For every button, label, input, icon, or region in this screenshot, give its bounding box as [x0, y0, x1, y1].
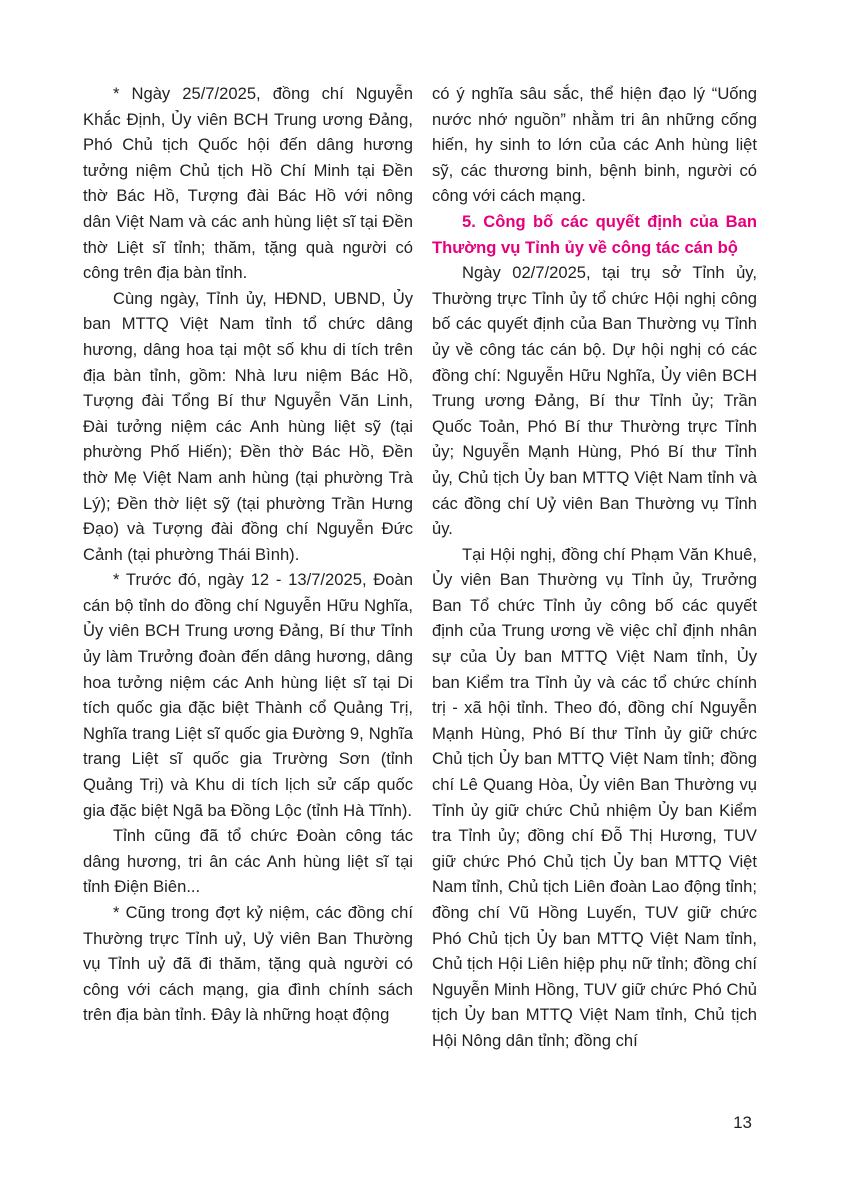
paragraph: Tại Hội nghị, đồng chí Phạm Văn Khuê, Ủy viên Ban Thường vụ Tỉnh ủy, Trưởng Ban Tổ chức Tỉnh ủy công bố các quyết định của Trung ương về việc chỉ định nhân sự của Ủy ban MTTQ Việt Nam tỉnh, Ủy ban Kiểm tra Tỉnh ủy và các tổ chức chính trị - xã hội tỉnh. Theo đó, đồng chí Nguyễn Mạnh Hùng, Phó Bí thư Tỉnh ủy giữ chức Chủ tịch Ủy ban MTTQ Việt Nam tỉnh; đồng chí Lê Quang Hòa, Ủy viên Ban Thường vụ Tỉnh ủy giữ chức Chủ nhiệm Ủy ban Kiểm tra Tỉnh ủy; đồng chí Đỗ Thị Hương, TUV giữ chức Phó Chủ tịch Ủy ban MTTQ Việt Nam tỉnh, Chủ tịch Liên đoàn Lao động tỉnh; đồng chí Vũ Hồng Luyến, TUV giữ chức Phó Chủ tịch Ủy ban MTTQ Việt Nam tỉnh, Chủ tịch Hội Liên hiệp phụ nữ tỉnh; đồng chí Nguyễn Minh Hồng, TUV giữ chức Phó Chủ tịch Ủy ban MTTQ Việt Nam tỉnh, Chủ tịch Hội Nông dân tỉnh; đồng chí: [432, 544, 757, 1050]
section-heading: 5. Công bố các quyết định của Ban Thường vụ Tỉnh ủy về công tác cán bộ: [432, 211, 757, 257]
left-column: [83, 81, 413, 1028]
paragraph: * Trước đó, ngày 12 - 13/7/2025, Đoàn cán bộ tỉnh do đồng chí Nguyễn Hữu Nghĩa, Ủy viên BCH Trung ương Đảng, Bí thư Tỉnh ủy làm Trưởng đoàn đến dâng hương, dâng hoa tưởng niệm các Anh hùng liệt sĩ tại Di tích quốc gia đặc biệt Thành cổ Quảng Trị, Nghĩa trang Liệt sĩ quốc gia Đường 9, Nghĩa trang Liệt sĩ quốc gia Trường Sơn (tỉnh Quảng Trị) và Khu di tích lịch sử cấp quốc gia đặc biệt Ngã ba Đồng Lộc (tỉnh Hà Tĩnh).: [83, 570, 413, 820]
paragraph: Ngày 02/7/2025, tại trụ sở Tỉnh ủy, Thường trực Tỉnh ủy tổ chức Hội nghị công bố các quyết định của Ban Thường vụ Tỉnh ủy về công tác cán bộ. Dự hội nghị có các đồng chí: Nguyễn Hữu Nghĩa, Ủy viên BCH Trung ương Đảng, Bí thư Tỉnh ủy; Trần Quốc Toản, Phó Bí thư Thường trực Tỉnh ủy; Nguyễn Mạnh Hùng, Phó Bí thư Tỉnh ủy, Chủ tịch Ủy ban MTTQ Việt Nam tỉnh và các đồng chí Uỷ viên Ban Thường vụ Tỉnh ủy.: [432, 263, 757, 539]
continued-paragraph: có ý nghĩa sâu sắc, thể hiện đạo lý “Uống nước nhớ nguồn” nhằm tri ân những cống hiến, hy sinh to lớn của các Anh hùng liệt sỹ, các thương binh, bệnh binh, người có công với cách mạng.: [432, 84, 757, 206]
paragraph: Tỉnh cũng đã tổ chức Đoàn công tác dâng hương, tri ân các Anh hùng liệt sĩ tại tỉnh Điện Biên...: [83, 826, 413, 897]
paragraph: * Ngày 25/7/2025, đồng chí Nguyễn Khắc Định, Ủy viên BCH Trung ương Đảng, Phó Chủ tịch Quốc hội đến dâng hương tưởng niệm Chủ tịch Hồ Chí Minh tại Đền thờ Bác Hồ, Tượng đài Bác Hồ với nông dân Việt Nam và các anh hùng liệt sĩ tại Đền thờ Liệt sĩ tỉnh; thăm, tặng quà người có công trên địa bàn tỉnh.: [83, 84, 413, 283]
right-column: [432, 81, 757, 1054]
paragraph: * Cũng trong đợt kỷ niệm, các đồng chí Thường trực Tỉnh uỷ, Uỷ viên Ban Thường vụ Tỉnh uỷ đã đi thăm, tặng quà người có công với cách mạng, gia đình chính sách trên địa bàn tỉnh. Đây là những hoạt động: [83, 903, 413, 1025]
page-number: 13: [733, 1113, 752, 1132]
paragraph: Cùng ngày, Tỉnh ủy, HĐND, UBND, Ủy ban MTTQ Việt Nam tỉnh tổ chức dâng hương, dâng hoa tại một số khu di tích trên địa bàn tỉnh, gồm: Nhà lưu niệm Bác Hồ, Tượng đài Tổng Bí thư Nguyễn Văn Linh, Đài tưởng niệm các Anh hùng liệt sỹ (tại phường Phố Hiến); Đền thờ Bác Hồ, Đền thờ Mẹ Việt Nam anh hùng (tại phường Trà Lý); Đền thờ liệt sỹ (tại phường Trần Hưng Đạo) và Tượng đài đồng chí Nguyễn Đức Cảnh (tại phường Thái Bình).: [83, 288, 413, 564]
